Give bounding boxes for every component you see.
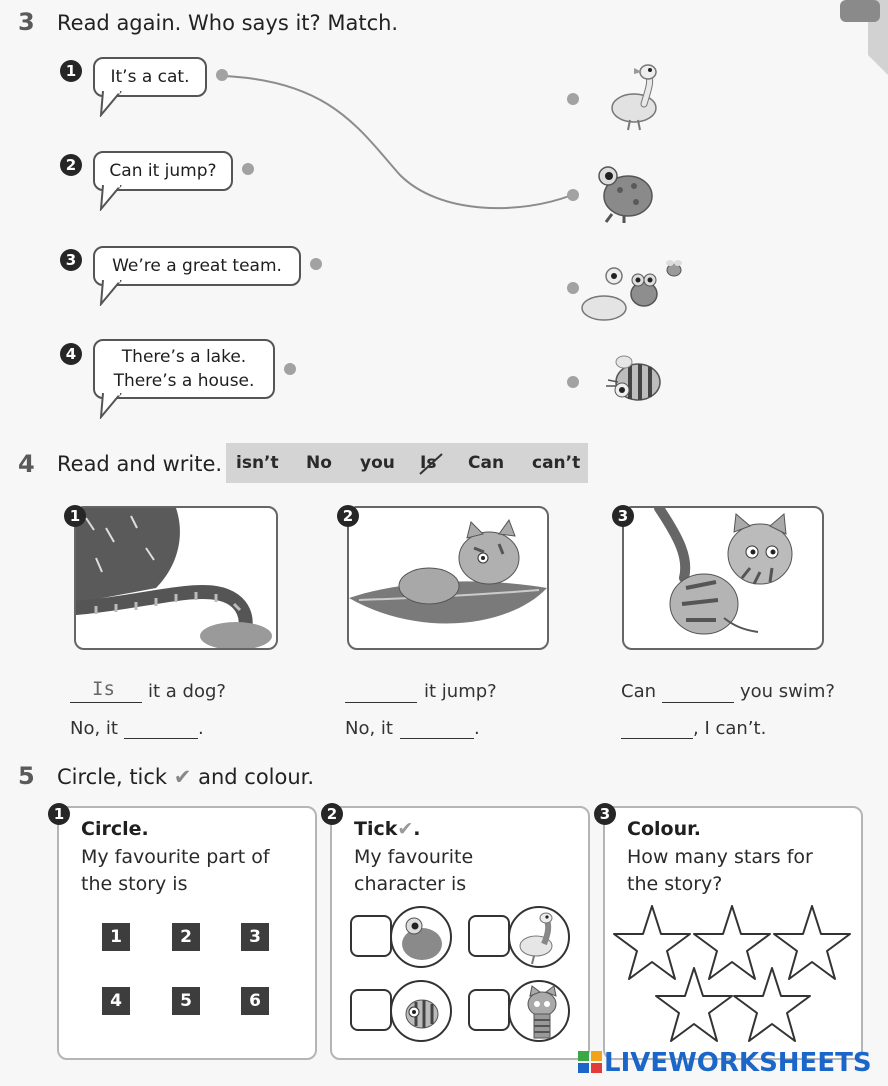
tick-box-goose[interactable] — [468, 915, 510, 957]
word-is-crossed: Is — [420, 453, 437, 473]
match-dot-left-3[interactable] — [310, 258, 322, 270]
match-dot-right-1[interactable] — [567, 93, 579, 105]
card3-number: 3 — [594, 803, 616, 825]
item1-number: 1 — [60, 60, 82, 82]
word-cant: can’t — [532, 453, 581, 473]
cat-choice — [508, 980, 570, 1042]
card2-number: 2 — [321, 803, 343, 825]
picture1-number: 1 — [64, 505, 86, 527]
group-icon — [578, 258, 688, 326]
picture2-number: 2 — [337, 505, 359, 527]
answer-1a: Is — [92, 678, 115, 700]
blank-1b[interactable] — [124, 724, 198, 739]
q3-start: Can — [621, 681, 657, 702]
card1-line2: the story is — [81, 873, 188, 895]
bee-choice-icon — [392, 982, 450, 1040]
q1-text: it a dog? — [148, 681, 226, 702]
stars-group — [612, 900, 852, 1045]
match-dot-left-2[interactable] — [242, 163, 254, 175]
q3-line2-end: , I can’t. — [693, 718, 767, 739]
cat-choice-icon — [510, 982, 568, 1040]
blank-3a[interactable] — [662, 688, 734, 703]
blank-3b[interactable] — [621, 724, 693, 739]
bubble-tail-3 — [97, 280, 127, 306]
bubble-tail-1 — [97, 91, 127, 117]
card1-title: Circle. — [81, 818, 149, 840]
cat-on-leaf-icon — [349, 508, 547, 648]
match-dot-left-1[interactable] — [216, 69, 228, 81]
speech-text-3: We’re a great team. — [112, 256, 282, 276]
section3-number: 3 — [18, 8, 35, 36]
q3-text: you swim? — [740, 681, 835, 702]
section5-title — [57, 765, 314, 789]
goose-choice — [508, 906, 570, 968]
star-5[interactable] — [734, 968, 810, 1041]
card3-body — [627, 844, 813, 898]
frog-choice-icon — [392, 908, 450, 966]
section3-title: Read again. Who says it? Match. — [57, 11, 399, 35]
goose-choice-icon — [510, 908, 568, 966]
logo-text: LIVEWORKSHEETS — [604, 1048, 872, 1078]
card3-title: Colour. — [627, 818, 701, 840]
part-5[interactable]: 5 — [172, 987, 200, 1015]
frog-choice — [390, 906, 452, 968]
q1-end: . — [198, 718, 204, 739]
blank-2a[interactable] — [345, 688, 417, 703]
cat-tail-icon — [76, 508, 276, 648]
part-3[interactable]: 3 — [241, 923, 269, 951]
card3-line2: the story? — [627, 873, 723, 895]
strike-mark — [416, 452, 446, 476]
q1-line2: No, it — [70, 718, 118, 739]
speech-text-1: It’s a cat. — [110, 67, 190, 87]
q2-line2: No, it — [345, 718, 393, 739]
frog-icon — [590, 160, 658, 224]
word-no: No — [306, 453, 332, 473]
match-dot-right-4[interactable] — [567, 376, 579, 388]
bubble-tail-2 — [97, 185, 127, 211]
speech-text-2: Can it jump? — [109, 161, 217, 181]
card2-tick-icon: ✔ — [397, 818, 414, 840]
part-1[interactable]: 1 — [102, 923, 130, 951]
part-2[interactable]: 2 — [172, 923, 200, 951]
card2-title-end: . — [413, 818, 421, 840]
picture-3 — [622, 506, 824, 650]
section4-title: Read and write. — [57, 452, 223, 476]
section5-title-end: and colour. — [198, 765, 315, 789]
card1-body — [81, 844, 270, 898]
tick-box-cat[interactable] — [468, 989, 510, 1031]
picture3-number: 3 — [612, 505, 634, 527]
tick-box-bee[interactable] — [350, 989, 392, 1031]
star-1[interactable] — [614, 906, 690, 979]
section5-title-start: Circle, tick — [57, 765, 168, 789]
speech-text-4b: There’s a house. — [113, 371, 255, 391]
card1-line1: My favourite part of — [81, 846, 270, 868]
word-bank — [226, 443, 588, 483]
card2-title-text: Tick — [354, 818, 398, 840]
card2-title — [354, 818, 421, 840]
card2-line2: character is — [354, 873, 467, 895]
picture-2 — [347, 506, 549, 650]
word-can: Can — [468, 453, 505, 473]
liveworksheets-logo[interactable] — [578, 1048, 872, 1078]
tick-icon: ✔ — [173, 765, 192, 789]
bee-icon — [600, 352, 666, 412]
card2-body — [354, 844, 473, 898]
card1-number: 1 — [48, 803, 70, 825]
part-6[interactable]: 6 — [241, 987, 269, 1015]
tick-box-frog[interactable] — [350, 915, 392, 957]
q2-text: it jump? — [424, 681, 497, 702]
logo-squares-icon — [578, 1051, 604, 1075]
item3-number: 3 — [60, 249, 82, 271]
q2-end: . — [474, 718, 480, 739]
star-3[interactable] — [774, 906, 850, 979]
item2-number: 2 — [60, 154, 82, 176]
section4-number: 4 — [18, 450, 35, 478]
speech-text-4a: There’s a lake. — [121, 347, 247, 367]
card2-line1: My favourite — [354, 846, 474, 868]
match-dot-left-4[interactable] — [284, 363, 296, 375]
match-dot-right-2[interactable] — [567, 189, 579, 201]
card3-line1: How many stars for — [627, 846, 813, 868]
section5-number: 5 — [18, 762, 35, 790]
word-isnt: isn’t — [236, 453, 279, 473]
part-4[interactable]: 4 — [102, 987, 130, 1015]
bee-choice — [390, 980, 452, 1042]
star-4[interactable] — [656, 968, 732, 1041]
blank-2b[interactable] — [400, 724, 474, 739]
speech-bubble-4 — [93, 339, 275, 399]
cat-jumping-icon — [624, 508, 822, 648]
word-you: you — [360, 453, 395, 473]
item4-number: 4 — [60, 343, 82, 365]
picture-1 — [74, 506, 278, 650]
bubble-tail-4 — [97, 393, 127, 419]
star-2[interactable] — [694, 906, 770, 979]
goose-icon — [604, 60, 668, 132]
